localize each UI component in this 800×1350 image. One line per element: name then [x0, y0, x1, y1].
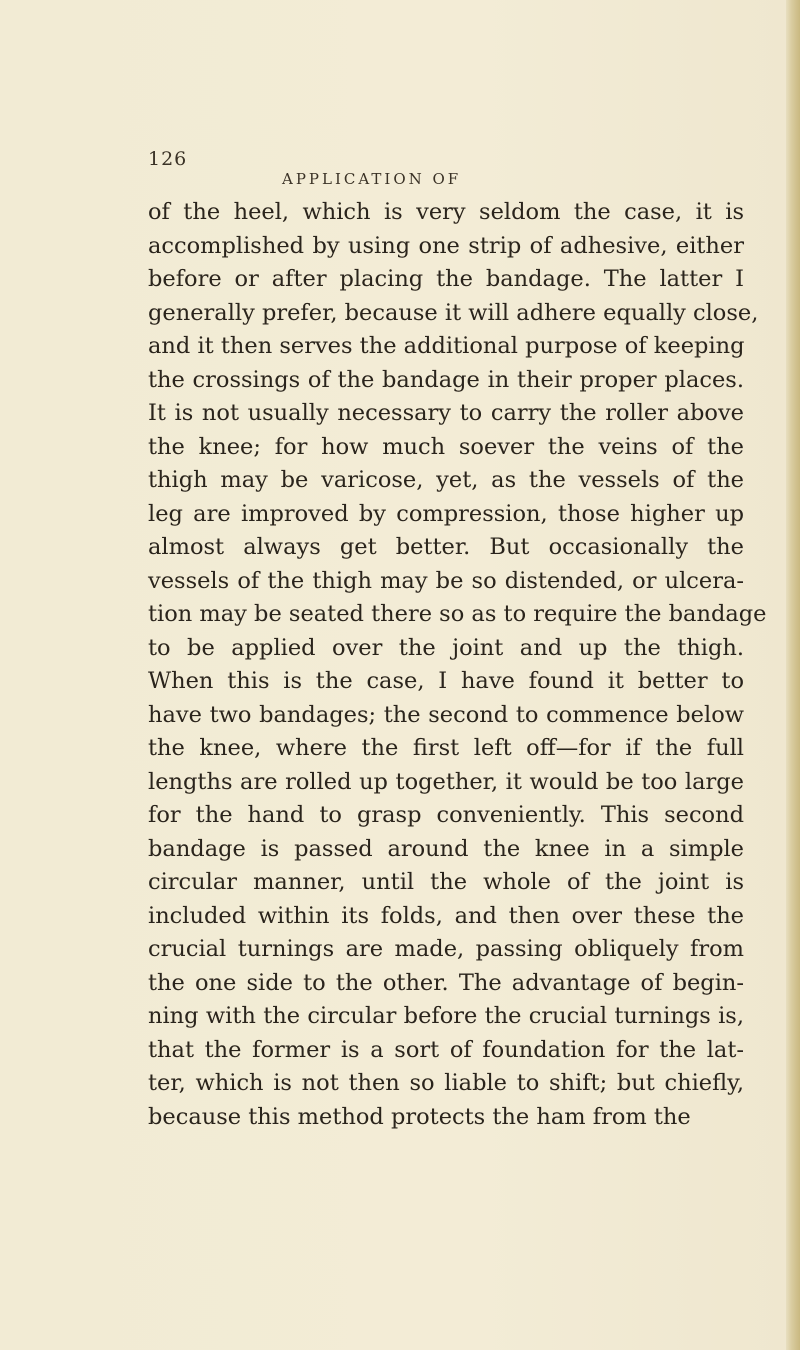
text-line: generally prefer, because it will adhere equally close,: [148, 299, 759, 326]
text-line: the one side to the other. The advantage of begin-: [148, 969, 744, 996]
text-line: almost always get better. But occasionally the: [148, 534, 744, 560]
text-line: lengths are rolled up together, it would be too large: [148, 768, 744, 795]
text-line: the knee; for how much soever the veins of the: [148, 433, 744, 460]
text-line: It is not usually necessary to carry the roller above: [148, 400, 744, 426]
text-line: of the heel, which is very seldom the case, it is: [148, 199, 744, 225]
text-line: When this is the case, I have found it better to: [148, 668, 744, 694]
text-line: leg are improved by compression, those higher up: [148, 500, 744, 527]
running-head: APPLICATION OF: [282, 170, 462, 188]
text-line: the knee, where the first left off—for if the full: [148, 735, 744, 761]
body-text: [148, 196, 767, 1134]
text-line: circular manner, until the whole of the joint is: [148, 869, 744, 895]
text-line: accomplished by using one strip of adhesive, either: [148, 232, 744, 259]
text-line: included within its folds, and then over these the: [148, 902, 744, 929]
text-line: crucial turnings are made, passing obliquely from: [148, 936, 744, 962]
text-line: vessels of the thigh may be so distended, or ulcera-: [148, 567, 744, 594]
text-line: thigh may be varicose, yet, as the vessels of the: [148, 467, 744, 493]
text-line: before or after placing the bandage. The latter I: [148, 266, 744, 292]
text-line: that the former is a sort of foundation for the lat-: [148, 1036, 744, 1063]
page-gutter-edge: [786, 0, 800, 1350]
text-line: have two bandages; the second to commence below: [148, 701, 744, 728]
text-line: because this method protects the ham from the: [148, 1103, 691, 1130]
text-line: the crossings of the bandage in their proper places.: [148, 366, 744, 393]
page-number: 126: [148, 148, 188, 170]
text-line: ning with the circular before the crucial turnings is,: [148, 1003, 744, 1029]
text-line: bandage is passed around the knee in a simple: [148, 835, 744, 862]
text-line: for the hand to grasp conveniently. This second: [148, 802, 744, 828]
text-line: ter, which is not then so liable to shift; but chiefly,: [148, 1070, 744, 1096]
text-line: tion may be seated there so as to require the bandage: [148, 601, 767, 627]
text-line: and it then serves the additional purpose of keeping: [148, 333, 745, 359]
text-line: to be applied over the joint and up the thigh.: [148, 634, 744, 661]
